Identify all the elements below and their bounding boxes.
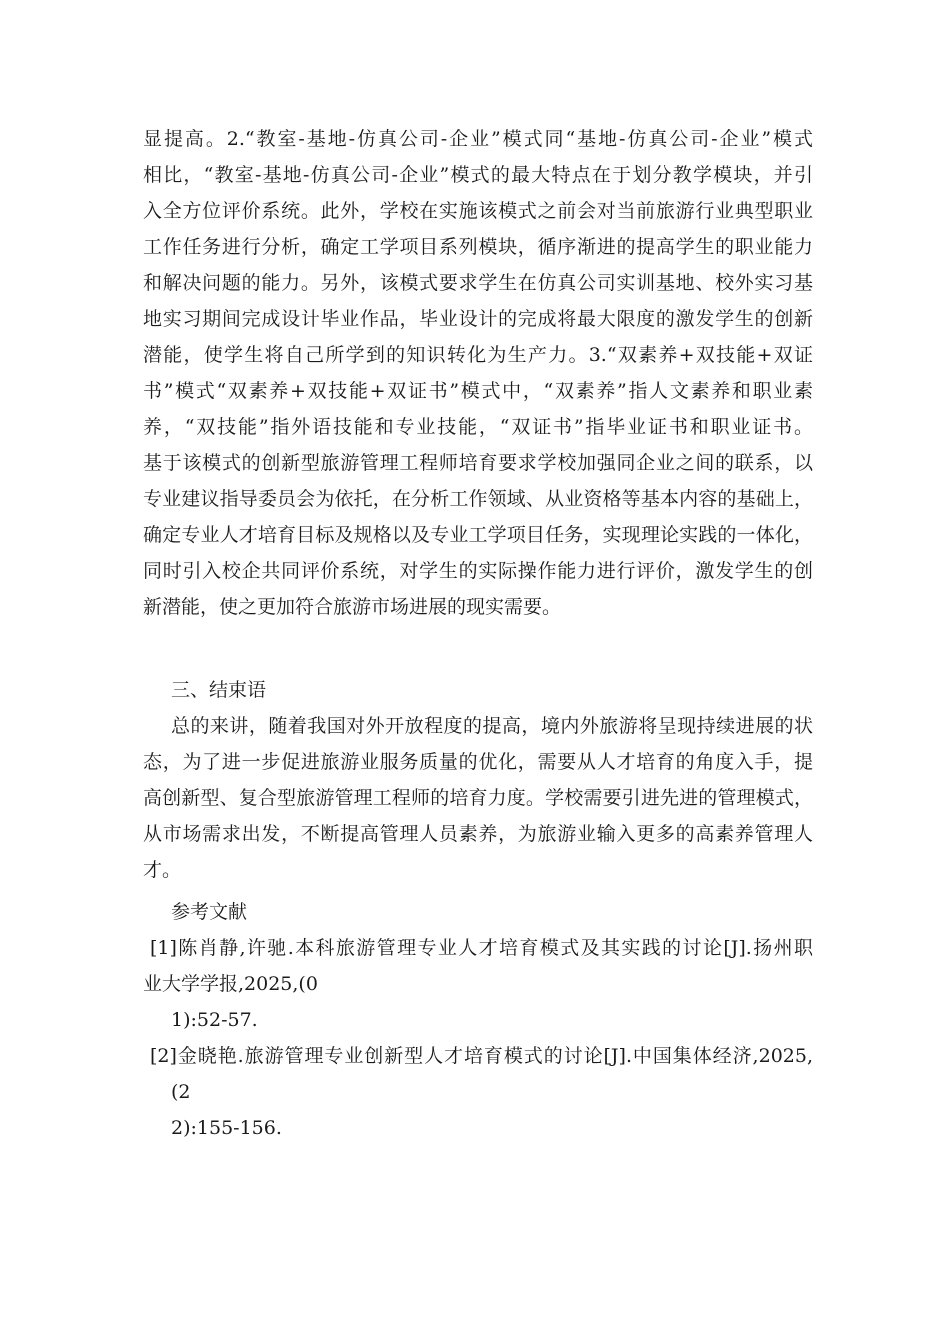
reference-item-continued: 2):155-156. (171, 1117, 282, 1139)
reference-item-continued: 业大学学报,2025,(0 (143, 973, 318, 995)
body-line: 基于该模式的创新型旅游管理工程师培育要求学校加强同企业之间的联系，以 (143, 452, 813, 474)
body-line: 显提高。2.“教室-基地-仿真公司-企业”模式同“基地-仿真公司-企业”模式 (143, 128, 813, 150)
body-line: 新潜能，使之更加符合旅游市场进展的现实需要。 (143, 596, 562, 618)
references-title: 参考文献 (171, 901, 248, 923)
section-title: 三、结束语 (171, 679, 267, 701)
body-line: 养，“双技能”指外语技能和专业技能，“双证书”指毕业证书和职业证书。 (143, 416, 813, 438)
reference-item-continued: 1):52-57. (171, 1009, 258, 1031)
body-line: 和解决问题的能力。另外，该模式要求学生在仿真公司实训基地、校外实习基 (143, 272, 813, 294)
body-line: 同时引入校企共同评价系统，对学生的实际操作能力进行评价，激发学生的创 (143, 560, 813, 582)
conclusion-line: 总的来讲，随着我国对外开放程度的提高，境内外旅游将呈现持续进展的状 (171, 715, 813, 737)
reference-item-continued: (2 (171, 1081, 191, 1103)
body-line: 专业建议指导委员会为依托，在分析工作领域、从业资格等基本内容的基础上， (143, 488, 813, 510)
reference-item: [2]金晓艳.旅游管理专业创新型人才培育模式的讨论[J].中国集体经济,2025, (150, 1045, 813, 1067)
reference-item: [1]陈肖静,许驰.本科旅游管理专业人才培育模式及其实践的讨论[J].扬州职 (150, 937, 813, 959)
body-line: 相比，“教室-基地-仿真公司-企业”模式的最大特点在于划分教学模块，并引 (143, 164, 813, 186)
body-line: 工作任务进行分析，确定工学项目系列模块，循序渐进的提高学生的职业能力 (143, 236, 813, 258)
conclusion-line: 态，为了进一步促进旅游业服务质量的优化，需要从人才培育的角度入手，提 (143, 751, 813, 773)
conclusion-line: 才。 (143, 859, 182, 881)
conclusion-line: 从市场需求出发，不断提高管理人员素养，为旅游业输入更多的高素养管理人 (143, 823, 813, 845)
body-line: 地实习期间完成设计毕业作品，毕业设计的完成将最大限度的激发学生的创新 (143, 308, 813, 330)
body-line: 潜能，使学生将自己所学到的知识转化为生产力。3.“双素养+双技能+双证 (143, 344, 813, 366)
body-line: 确定专业人才培育目标及规格以及专业工学项目任务，实现理论实践的一体化， (143, 524, 813, 546)
body-line: 书”模式“双素养+双技能+双证书”模式中，“双素养”指人文素养和职业素 (143, 380, 813, 402)
body-line: 入全方位评价系统。此外，学校在实施该模式之前会对当前旅游行业典型职业 (143, 200, 813, 222)
conclusion-line: 高创新型、复合型旅游管理工程师的培育力度。学校需要引进先进的管理模式， (143, 787, 813, 809)
